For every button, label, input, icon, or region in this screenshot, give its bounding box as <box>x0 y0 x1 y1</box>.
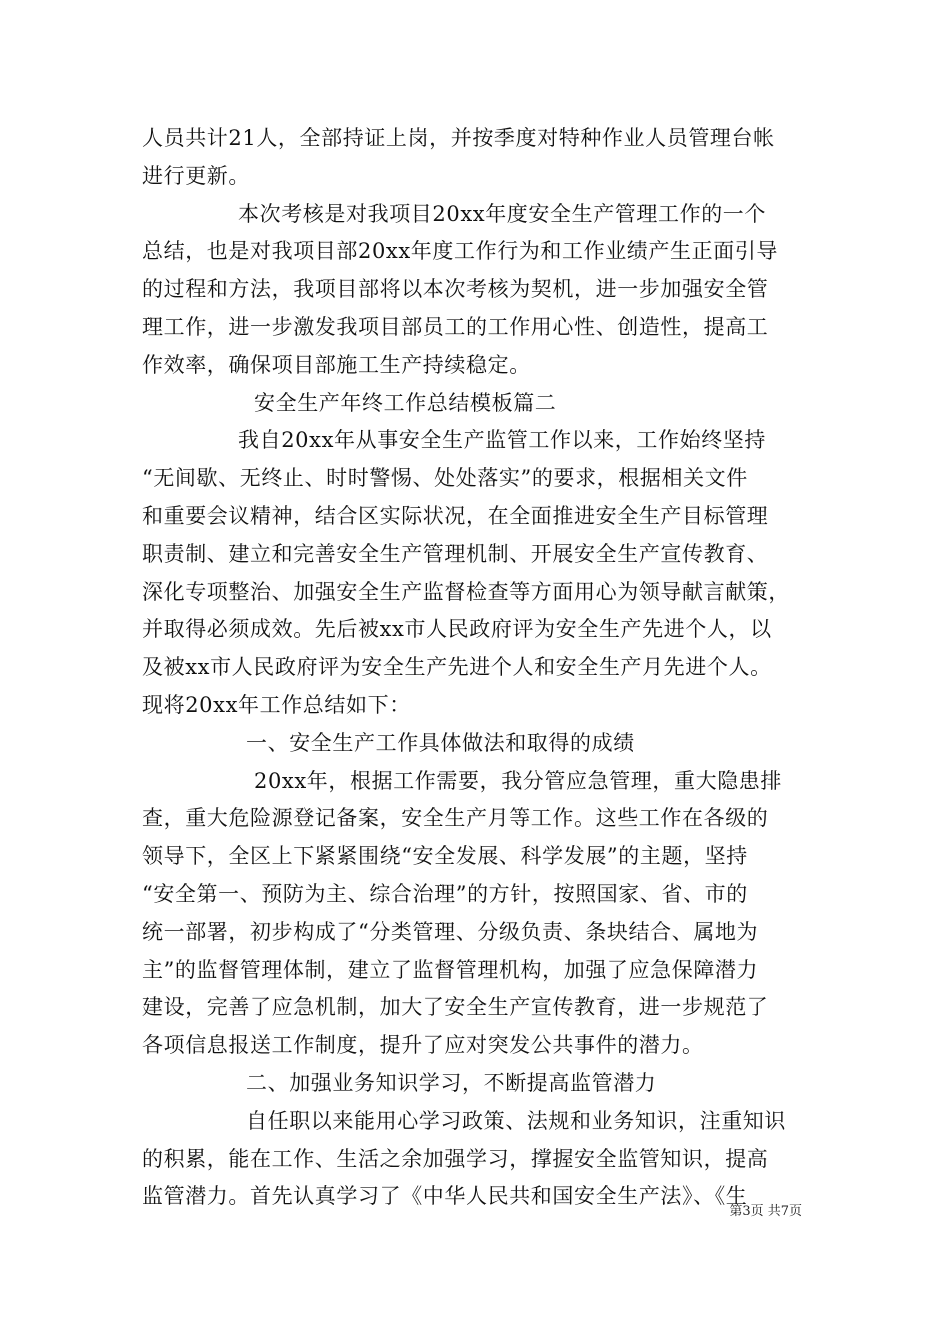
text-line: 现将20xx年工作总结如下： <box>142 692 411 717</box>
text-line: 本次考核是对我项目20xx年度安全生产管理工作的一个 <box>238 201 767 226</box>
text-line: 查，重大危险源登记备案，安全生产月等工作。这些工作在各级的 <box>142 806 769 831</box>
text-line: 和重要会议精神，结合区实际状况，在全面推进安全生产目标管理 <box>142 503 769 528</box>
text-line: 总结，也是对我项目部20xx年度工作行为和工作业绩产生正面引导 <box>142 239 779 264</box>
text-line: 领导下，全区上下紧紧围绕“安全发展、科学发展”的主题，坚持 <box>142 844 748 869</box>
text-line: “安全第一、预防为主、综合治理”的方针，按照国家、省、市的 <box>142 881 748 906</box>
text-line: 及被xx市人民政府评为安全生产先进个人和安全生产月先进个人。 <box>142 655 772 680</box>
text-line: 并取得必须成效。先后被xx市人民政府评为安全生产先进个人，以 <box>142 617 772 642</box>
text-line: 监管潜力。首先认真学习了《中华人民共和国安全生产法》、《生 <box>142 1184 748 1209</box>
text-line: 建设，完善了应急机制，加大了安全生产宣传教育，进一步规范了 <box>142 995 769 1020</box>
text-line: 我自20xx年从事安全生产监管工作以来，工作始终坚持 <box>238 428 767 453</box>
text-line: 人员共计21人，全部持证上岗，并按季度对特种作业人员管理台帐 <box>142 126 775 150</box>
text-line: 进行更新。 <box>142 163 250 188</box>
text-line: 理工作，进一步激发我项目部员工的工作用心性、创造性，提高工 <box>142 314 769 339</box>
text-line: 主”的监督管理体制，建立了监督管理机构，加强了应急保障潜力 <box>142 957 759 982</box>
text-line: 自任职以来能用心学习政策、法规和业务知识，注重知识 <box>246 1108 786 1133</box>
section-heading: 二、加强业务知识学习，不断提高监管潜力 <box>246 1070 657 1095</box>
text-line: 深化专项整治、加强安全生产监督检查等方面用心为领导献言献策， <box>142 579 790 604</box>
text-line: 20xx年，根据工作需要，我分管应急管理，重大隐患排 <box>254 768 783 793</box>
text-line: 职责制、建立和完善安全生产管理机制、开展安全生产宣传教育、 <box>142 541 769 566</box>
text-line: “无间歇、无终止、时时警惕、处处落实”的要求，根据相关文件 <box>142 466 748 491</box>
text-line: 各项信息报送工作制度，提升了应对突发公共事件的潜力。 <box>142 1033 704 1058</box>
page-number: 第3页 共7页 <box>729 1204 802 1219</box>
text-line: 统一部署，初步构成了“分类管理、分级负责、条块结合、属地为 <box>142 919 759 944</box>
text-line: 的积累，能在工作、生活之余加强学习，撑握安全监管知识，提高 <box>142 1146 769 1171</box>
document-body <box>142 120 812 1216</box>
section-heading: 安全生产年终工作总结模板篇二 <box>254 390 557 415</box>
section-heading: 一、安全生产工作具体做法和取得的成绩 <box>246 730 635 755</box>
text-line: 的过程和方法，我项目部将以本次考核为契机，进一步加强安全管 <box>142 277 769 302</box>
text-line: 作效率，确保项目部施工生产持续稳定。 <box>142 352 531 377</box>
